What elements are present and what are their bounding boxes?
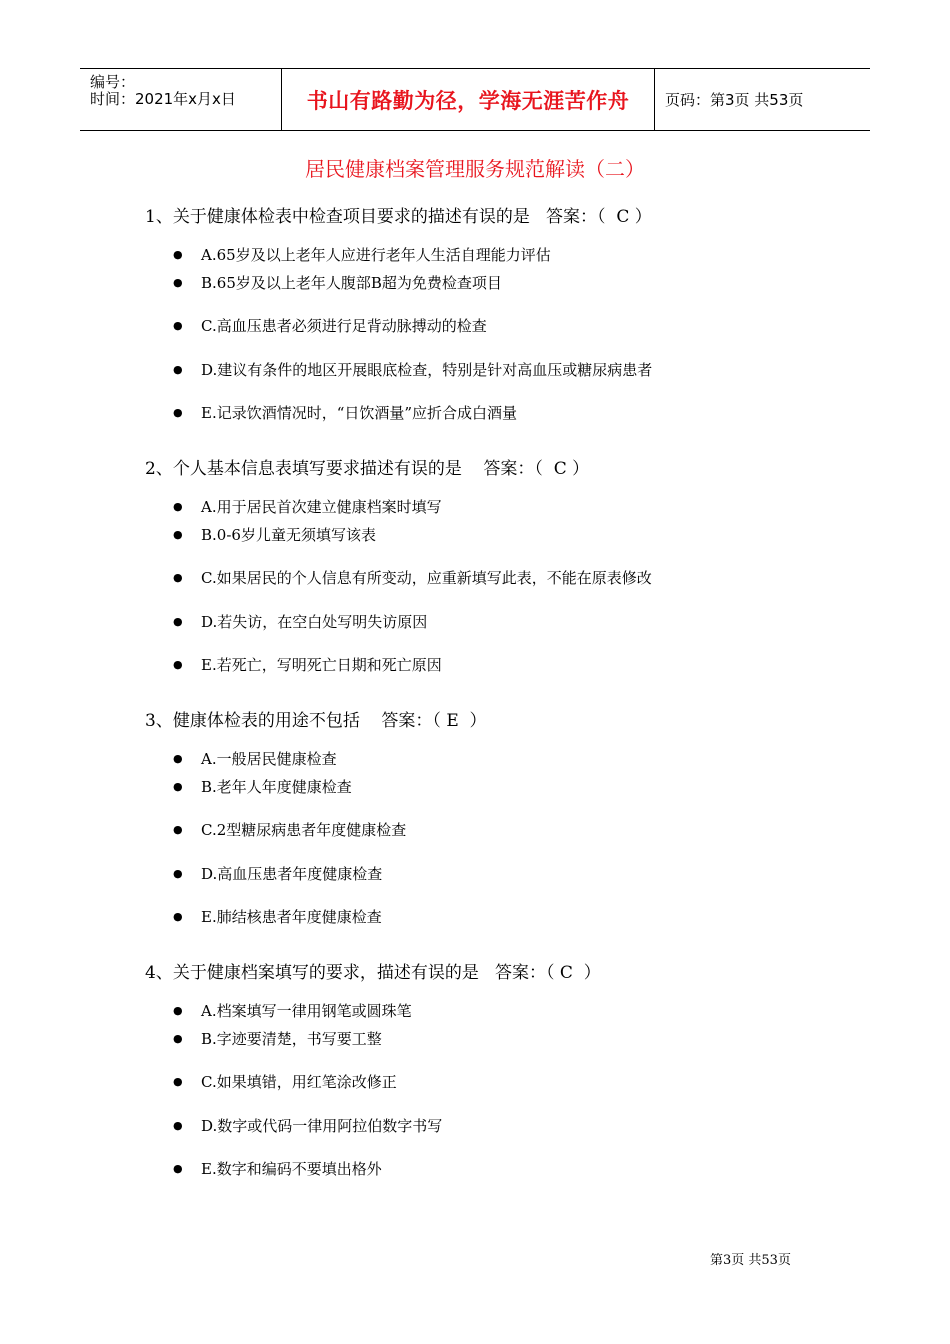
header-motto: 书山有路勤为径，学海无涯苦作舟 — [306, 89, 630, 113]
option-2e: ● E.若死亡，写明死亡日期和死亡原因 — [173, 656, 442, 674]
question-1: 1、关于健康体检表中检查项目要求的描述有误的是 答案：（ C ） — [145, 207, 652, 227]
option-3b: ● B.老年人年度健康检查 — [173, 778, 352, 796]
bullet-icon: ● — [173, 500, 183, 513]
question-4: 4、关于健康档案填写的要求，描述有误的是 答案：（ C ） — [145, 963, 601, 983]
header-page-cell — [655, 69, 870, 130]
option-1c: ● C.高血压患者必须进行足背动脉搏动的检查 — [173, 317, 487, 335]
option-4d: ● D.数字或代码一律用阿拉伯数字书写 — [173, 1117, 443, 1135]
option-1d: ● D.建议有条件的地区开展眼底检查，特别是针对高血压或糖尿病患者 — [173, 361, 653, 379]
document-title: 居民健康档案管理服务规范解读（二） — [305, 157, 645, 181]
bullet-icon: ● — [173, 248, 183, 261]
bullet-icon: ● — [173, 1119, 183, 1132]
document-time-label: 时间：2021年x月x日 — [90, 90, 236, 108]
header-page-info: 页码：第3页 共53页 — [665, 91, 804, 109]
option-4e: ● E.数字和编码不要填出格外 — [173, 1160, 382, 1178]
page-footer: 第3页 共53页 — [710, 1253, 791, 1268]
option-3e: ● E.肺结核患者年度健康检查 — [173, 908, 382, 926]
option-2d: ● D.若失访，在空白处写明失访原因 — [173, 613, 428, 631]
option-4b: ● B.字迹要清楚，书写要工整 — [173, 1030, 382, 1048]
bullet-icon: ● — [173, 823, 183, 836]
option-2b: ● B.0-6岁儿童无须填写该表 — [173, 526, 376, 544]
bullet-icon: ● — [173, 276, 183, 289]
bullet-icon: ● — [173, 780, 183, 793]
bullet-icon: ● — [173, 867, 183, 880]
option-3a: ● A.一般居民健康检查 — [173, 750, 337, 768]
option-2c: ● C.如果居民的个人信息有所变动，应重新填写此表，不能在原表修改 — [173, 569, 652, 587]
bullet-icon: ● — [173, 658, 183, 671]
bullet-icon: ● — [173, 406, 183, 419]
bullet-icon: ● — [173, 615, 183, 628]
bullet-icon: ● — [173, 363, 183, 376]
option-2a: ● A.用于居民首次建立健康档案时填写 — [173, 498, 442, 516]
question-3: 3、健康体检表的用途不包括 答案：（ E ） — [145, 711, 487, 731]
bullet-icon: ● — [173, 528, 183, 541]
option-4a: ● A.档案填写一律用钢笔或圆珠笔 — [173, 1002, 412, 1020]
option-1b: ● B.65岁及以上老年人腹部B超为免费检查项目 — [173, 274, 502, 292]
bullet-icon: ● — [173, 1032, 183, 1045]
option-4c: ● C.如果填错，用红笔涂改修正 — [173, 1073, 397, 1091]
option-1e: ● E.记录饮酒情况时，“日饮酒量”应折合成白酒量 — [173, 404, 518, 422]
bullet-icon: ● — [173, 1075, 183, 1088]
document-id-label: 编号： — [90, 73, 136, 91]
option-3c: ● C.2型糖尿病患者年度健康检查 — [173, 821, 407, 839]
bullet-icon: ● — [173, 910, 183, 923]
header-info-cell — [80, 69, 282, 130]
bullet-icon: ● — [173, 1162, 183, 1175]
bullet-icon: ● — [173, 752, 183, 765]
bullet-icon: ● — [173, 571, 183, 584]
page-header — [80, 68, 870, 131]
bullet-icon: ● — [173, 319, 183, 332]
option-3d: ● D.高血压患者年度健康检查 — [173, 865, 383, 883]
header-motto-cell — [282, 69, 655, 130]
question-2: 2、个人基本信息表填写要求描述有误的是 答案：（ C ） — [145, 459, 590, 479]
bullet-icon: ● — [173, 1004, 183, 1017]
option-1a: ● A.65岁及以上老年人应进行老年人生活自理能力评估 — [173, 246, 551, 264]
